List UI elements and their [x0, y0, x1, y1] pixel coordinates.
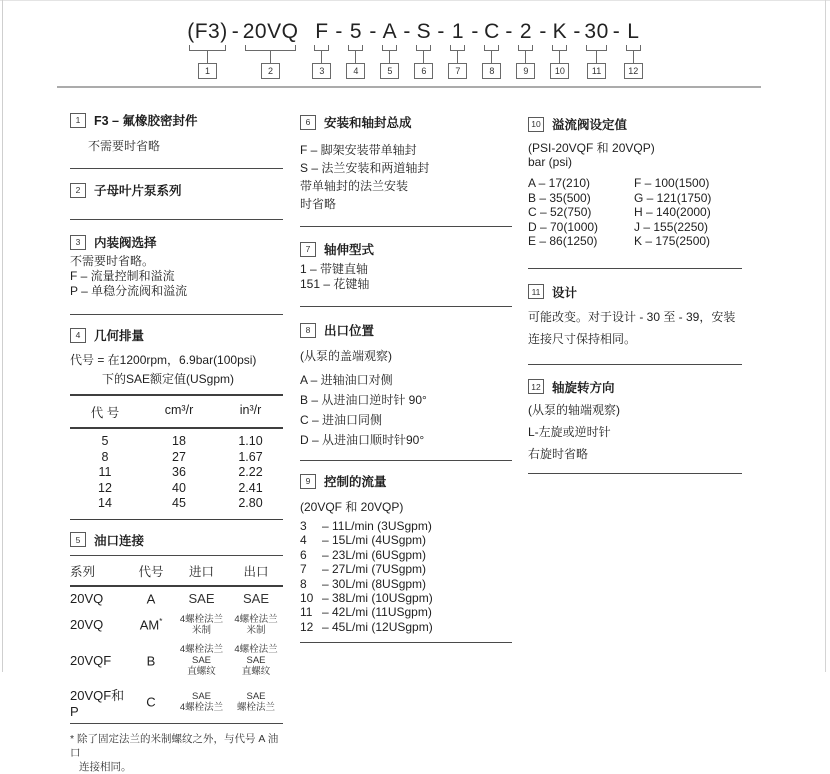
code-segment-5 [380, 21, 399, 79]
code-segment-12 [624, 21, 643, 79]
connector-line [491, 51, 492, 63]
cell-code: AM* [139, 617, 163, 633]
code-segment-text: (F3) [187, 20, 228, 43]
code-segment-9 [516, 21, 535, 79]
option-line: 1 – 带键直轴 [300, 262, 369, 276]
section-title: 控制的流量 [324, 475, 387, 489]
cell-in3r: 2.41 [238, 480, 263, 495]
middle-column [300, 103, 512, 774]
code-segment-2 [243, 21, 299, 79]
section-number: 9 [300, 474, 316, 489]
cell-inlet: 4螺栓法兰 米制 [179, 613, 224, 636]
section-title: 子母叶片泵系列 [94, 184, 182, 198]
flow-option: 11 – 42L/mi (11USgpm) [300, 605, 432, 620]
section-controlled-flow [300, 472, 512, 634]
relief-pair: B – 35(500) G – 121(1750) [528, 190, 712, 205]
connector-line [270, 51, 271, 63]
section-title: 溢流阀设定值 [552, 118, 628, 132]
section-number: 4 [70, 328, 86, 343]
code-separator: - [573, 20, 581, 43]
section-title: 轴旋转方向 [552, 380, 615, 395]
code-ref-box: 7 [448, 63, 467, 79]
section-relief-setting [528, 115, 742, 249]
column-header: cm³/r [164, 403, 194, 417]
cell-outlet: 4螺栓法兰 米制 [234, 613, 278, 636]
option-line: D – 从进油口顺时针90° [300, 433, 425, 447]
connector-line [559, 51, 560, 63]
flow-option: 12 – 45L/mi (12USgpm) [300, 619, 433, 634]
code-segment-6 [414, 21, 433, 79]
flow-option: 8 – 30L/mi (8USgpm) [300, 576, 427, 591]
option-line: B – 从进油口逆时针 90° [300, 393, 427, 407]
code-ref-box: 1 [198, 63, 217, 79]
cell-code: A [146, 590, 156, 606]
section-divider [300, 460, 512, 461]
cell-inlet: SAE [188, 590, 215, 606]
relief-pair: C – 52(750) H – 140(2000) [528, 205, 711, 219]
connector-line [321, 51, 322, 63]
cell-code: 5 [101, 434, 109, 448]
cell-code: 12 [98, 480, 112, 495]
header-divider [57, 86, 761, 88]
table-row [70, 434, 283, 450]
section-divider [70, 219, 283, 220]
section-number: 11 [528, 284, 544, 299]
section-title: 出口位置 [324, 324, 375, 338]
table-row [70, 610, 283, 640]
connector-line [389, 51, 390, 63]
code-ref-box: 4 [346, 63, 365, 79]
code-segment-text: 1 [451, 20, 465, 43]
section-port-connections [70, 531, 283, 549]
column-header: 进口 [188, 564, 214, 579]
column-header: 出口 [243, 564, 269, 579]
code-segment-text: A [382, 20, 398, 43]
section-number: 8 [300, 323, 316, 338]
code-segment-text: F [315, 20, 329, 43]
left-column [70, 103, 283, 774]
code-segment-10 [550, 21, 569, 79]
connector-line [525, 51, 526, 63]
section-number: 2 [70, 183, 86, 198]
cell-series: 20VQ [70, 590, 104, 606]
code-separator: - [539, 20, 547, 43]
flow-option: 4 – 15L/mi (4USgpm) [300, 533, 427, 548]
code-separator: - [471, 20, 479, 43]
code-segment-text: 5 [349, 20, 363, 43]
section-divider [528, 473, 742, 474]
relief-pair: E – 86(1250) K – 175(2500) [528, 234, 711, 248]
note-line: 不需要时省略 [88, 139, 161, 153]
cell-series: 20VQ [70, 617, 104, 633]
section-number: 6 [300, 115, 316, 130]
port-connection-table [70, 555, 283, 724]
footnote-line: * 除了固定法兰的米制螺纹之外，与代号 A 油口 [70, 732, 279, 759]
code-ref-box: 11 [587, 63, 606, 79]
code-separator: - [612, 20, 620, 43]
subtitle-line: (PSI-20VQF 和 20VQP) [528, 141, 655, 155]
page-right-edge [825, 0, 826, 672]
section-title: 轴伸型式 [324, 243, 375, 257]
cell-outlet: SAE [242, 590, 269, 606]
cell-cm3r: 45 [172, 496, 186, 510]
cell-code: B [146, 652, 156, 668]
code-segment-3 [312, 21, 331, 79]
subtitle-line: (20VQF 和 20VQP) [300, 500, 404, 514]
section-title: 油口连接 [94, 533, 145, 548]
code-ref-box: 6 [414, 63, 433, 79]
table-row [70, 681, 283, 723]
code-ref-box: 5 [380, 63, 399, 79]
code-ref-box: 3 [312, 63, 331, 79]
code-separator: - [231, 20, 239, 43]
section-integral-valve [70, 233, 283, 299]
cell-cm3r: 40 [172, 480, 186, 495]
cell-inlet: 4螺栓法兰 SAE 直螺纹 [179, 643, 224, 677]
cell-inlet: SAE 4螺栓法兰 [179, 690, 224, 713]
footnote-line: 连接相同。 [79, 760, 132, 773]
code-separator: - [505, 20, 513, 43]
connector-line [355, 51, 356, 63]
code-ref-box: 8 [482, 63, 501, 79]
code-ref-box: 12 [624, 63, 643, 79]
section-divider [300, 642, 512, 643]
section-shaft-type [300, 240, 512, 292]
section-number: 7 [300, 242, 316, 257]
code-separator: - [335, 20, 343, 43]
option-line: P – 单稳分流阀和溢流 [70, 284, 188, 298]
page-left-edge [2, 0, 3, 672]
code-separator: - [369, 20, 377, 43]
code-segment-4 [346, 21, 365, 79]
cell-series: 20VQF和P [70, 687, 125, 719]
option-line: 151 – 花键轴 [300, 277, 370, 291]
description-line: 下的SAE额定值(USgpm) [102, 372, 235, 386]
cell-in3r: 2.22 [238, 465, 263, 479]
code-segment-text: 30 [584, 20, 609, 43]
section-title: 安装和轴封总成 [324, 116, 412, 130]
section-title: F3 – 氟橡胶密封件 [94, 114, 198, 128]
column-header: 系列 [70, 564, 96, 579]
section-number: 5 [70, 532, 86, 547]
connector-line [457, 51, 458, 63]
cell-code: 14 [98, 496, 112, 510]
subtitle-line: bar (psi) [528, 155, 573, 169]
cell-outlet: 4螺栓法兰 SAE 直螺纹 [234, 643, 278, 677]
cell-code: 8 [101, 449, 109, 464]
section-title: 设计 [552, 285, 578, 300]
section-fluorocarbon-seals [70, 111, 283, 154]
table-row [70, 640, 283, 681]
flow-option: 6 – 23L/mi (6USgpm) [300, 547, 427, 562]
code-ref-box: 9 [516, 63, 535, 79]
note-line: 不需要时省略。 [70, 254, 155, 268]
description-line: 代号 = 在1200rpm，6.9bar(100psi) [70, 353, 257, 367]
code-segment-8 [482, 21, 501, 79]
code-segment-text: S [416, 20, 432, 43]
section-divider [528, 364, 742, 365]
code-segment-11 [584, 21, 608, 79]
section-number: 10 [528, 117, 544, 132]
option-line: A – 进轴油口对侧 [300, 373, 393, 387]
cell-code: 11 [98, 465, 112, 479]
code-separator: - [437, 20, 445, 43]
section-design [528, 283, 742, 350]
cell-cm3r: 18 [172, 434, 186, 448]
code-segment-7 [448, 21, 467, 79]
table-footnote [70, 732, 283, 774]
section-displacement [70, 326, 283, 520]
section-number: 12 [528, 379, 544, 394]
section-title: 内装阀选择 [94, 236, 157, 250]
connector-line [633, 51, 634, 63]
right-column [528, 103, 742, 774]
note-line: 连接尺寸保持相同。 [528, 331, 637, 346]
section-number: 3 [70, 235, 86, 250]
section-outlet-position [300, 321, 512, 450]
note-line: 右旋时省略 [528, 446, 589, 461]
code-ref-box: 2 [261, 63, 280, 79]
table-row [70, 587, 283, 610]
code-segment-text: L [627, 20, 640, 43]
model-code-diagram [0, 21, 830, 79]
section-pump-series [70, 181, 283, 199]
section-mounting-seal [300, 113, 512, 213]
cell-series: 20VQF [70, 652, 112, 668]
note-line: 可能改变。对于设计 - 30 至 - 39，安装 [528, 309, 736, 324]
table-row [70, 496, 283, 512]
code-segment-text: 20VQ [242, 20, 299, 43]
cell-in3r: 1.10 [238, 434, 263, 448]
column-header: 代 号 [90, 406, 120, 420]
flow-option: 10 – 38L/mi (10USgpm) [300, 591, 433, 606]
connector-line [423, 51, 424, 63]
cell-in3r: 1.67 [238, 449, 263, 464]
table-row [70, 450, 283, 466]
option-line: C – 进油口同侧 [300, 413, 383, 427]
connector-line [596, 51, 597, 63]
section-divider [300, 306, 512, 307]
relief-setting-list [528, 176, 742, 249]
option-line: 时省略 [300, 197, 337, 211]
option-line: 带单轴封的法兰安装 [300, 179, 409, 193]
option-line: S – 法兰安装和两道轴封 [300, 161, 430, 175]
section-rotation [528, 378, 742, 465]
table-header-row [70, 556, 283, 587]
table-header-row [70, 396, 283, 429]
code-ref-box: 10 [550, 63, 569, 79]
column-header: 代号 [138, 564, 164, 579]
cell-code: C [146, 694, 156, 710]
relief-pair: A – 17(210) F – 100(1500) [528, 176, 710, 190]
section-divider [528, 268, 742, 269]
code-segment-text: K [552, 20, 568, 43]
section-number: 1 [70, 113, 86, 128]
code-segment-text: C [484, 20, 500, 43]
cell-cm3r: 36 [172, 465, 186, 479]
section-divider [70, 168, 283, 169]
code-separator: - [403, 20, 411, 43]
cell-outlet: SAE 螺栓法兰 [236, 690, 275, 713]
code-segment-text: 2 [519, 20, 533, 43]
flow-option: 3 – 11L/min (3USgpm) [300, 519, 432, 533]
note-line: (从泵的轴端观察) [528, 402, 620, 417]
displacement-table [70, 394, 283, 520]
content-columns [70, 103, 742, 774]
note-line: L-左旋或逆时针 [528, 424, 611, 439]
flow-option: 7 – 27L/mi (7USgpm) [300, 562, 427, 577]
subtitle-line: (从泵的盖端观察) [300, 349, 392, 363]
cell-in3r: 2.80 [238, 496, 263, 510]
table-row [70, 481, 283, 497]
section-title: 几何排量 [94, 329, 145, 343]
option-line: F – 流量控制和溢流 [70, 269, 175, 283]
option-line: F – 脚架安装带单轴封 [300, 143, 417, 157]
column-header: in³/r [239, 403, 262, 417]
section-divider [70, 314, 283, 315]
page-top-edge [0, 0, 830, 1]
code-segment-1 [187, 21, 228, 79]
table-row [70, 465, 283, 481]
section-divider [300, 226, 512, 227]
relief-pair: D – 70(1000) J – 155(2250) [528, 219, 709, 234]
connector-line [207, 51, 208, 63]
cell-cm3r: 27 [172, 449, 186, 464]
